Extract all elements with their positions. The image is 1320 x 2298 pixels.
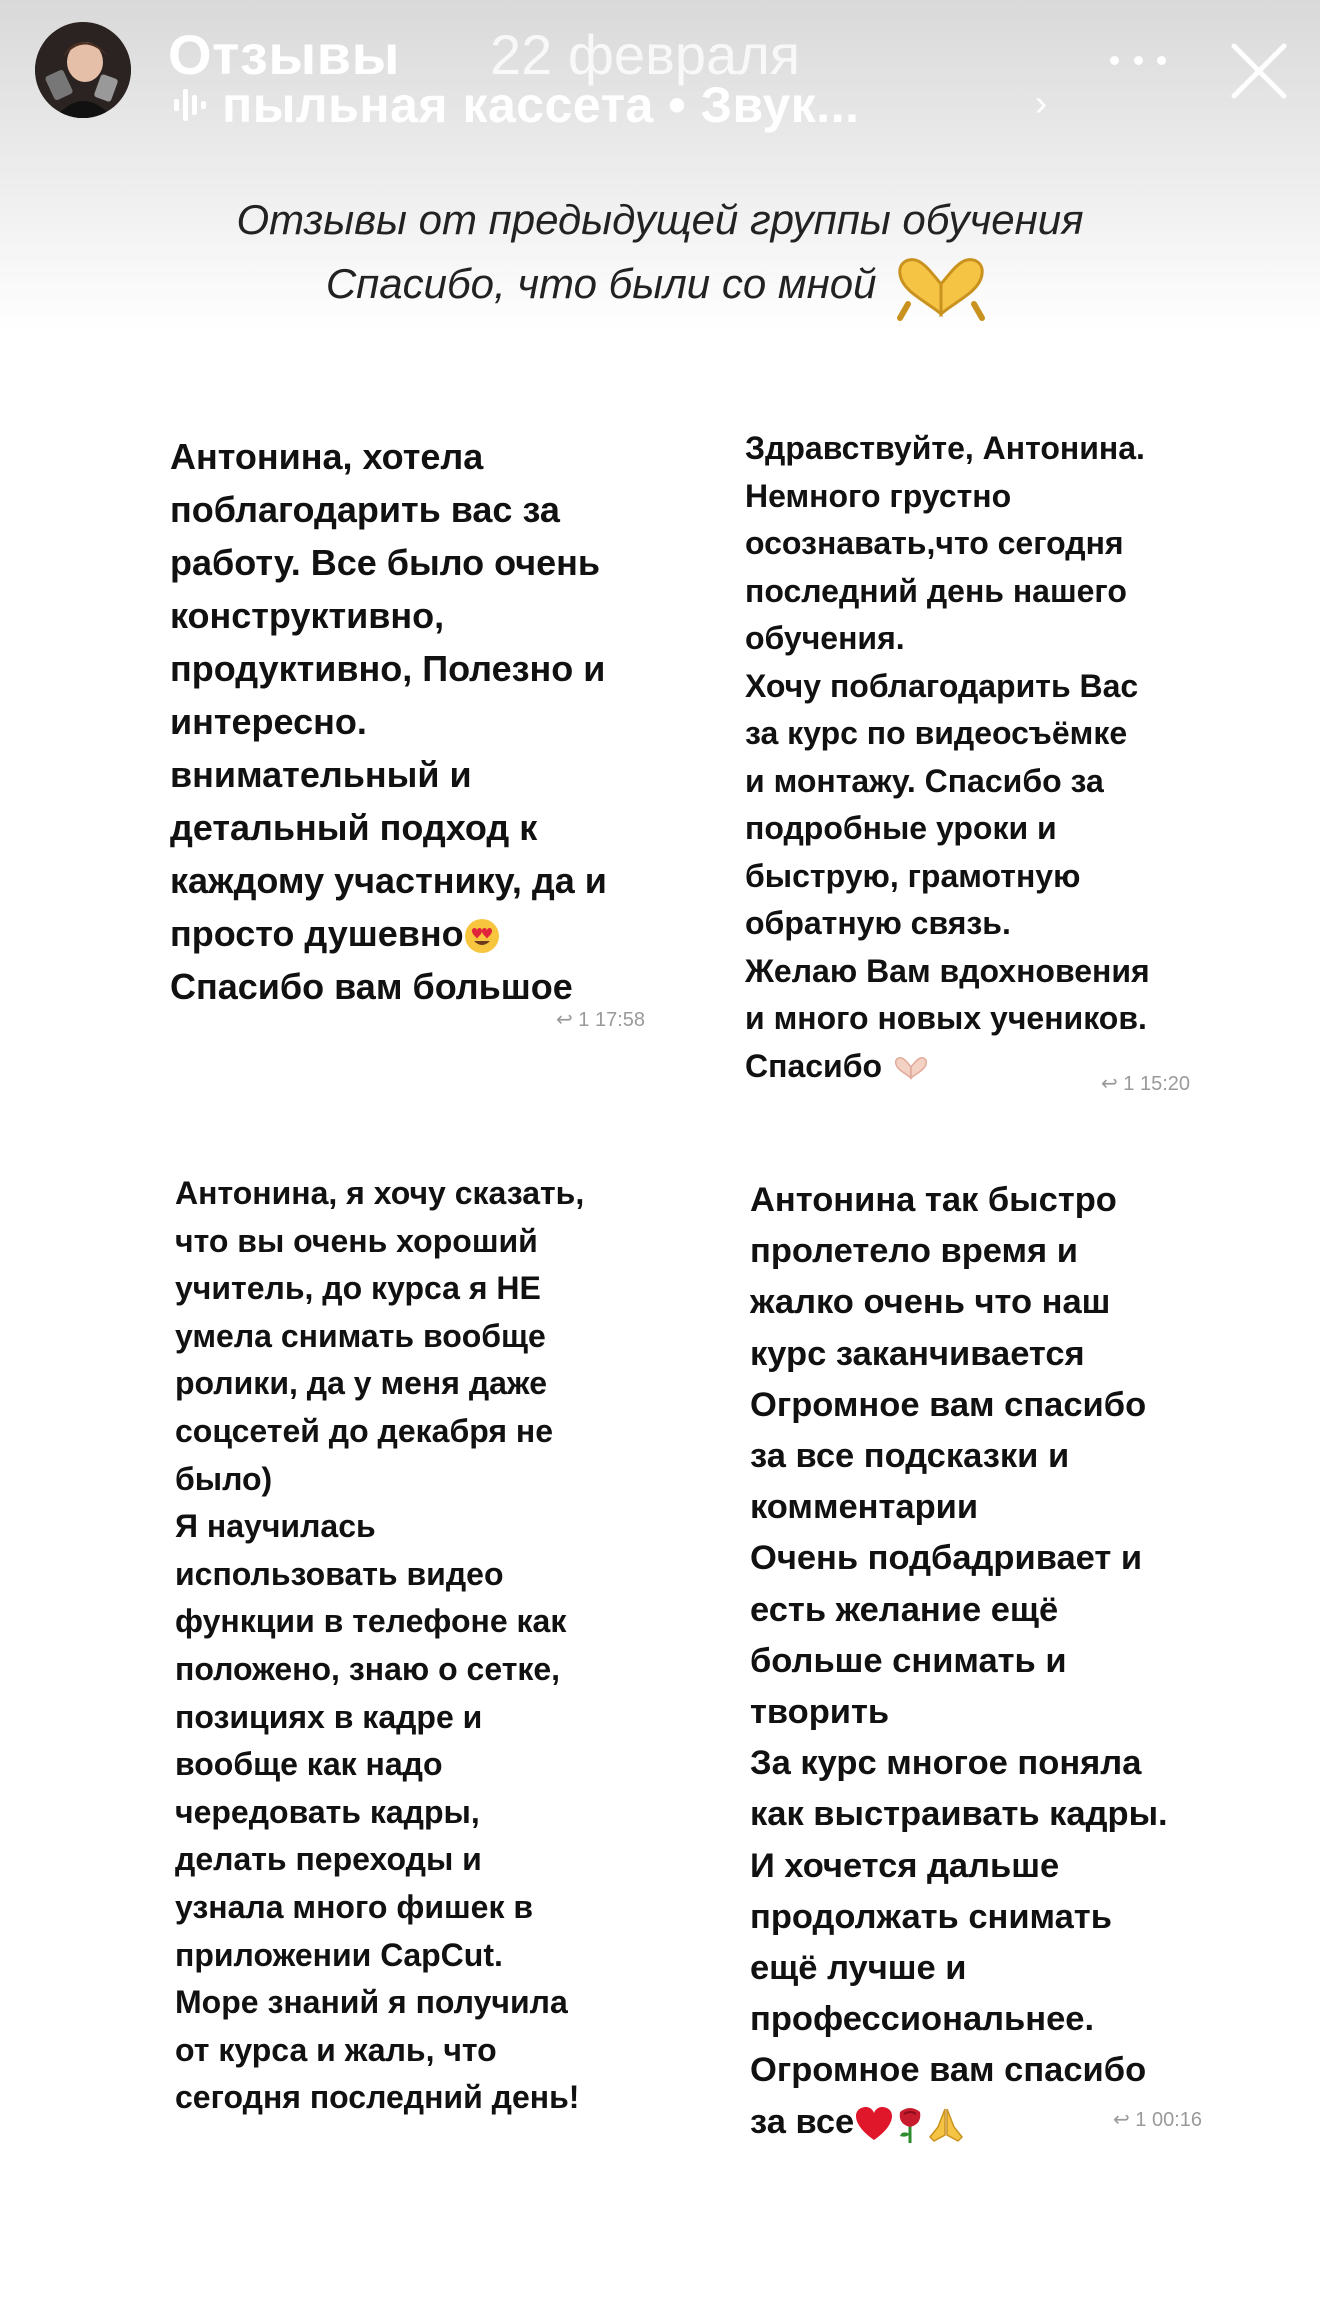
more-icon [1110,56,1119,65]
close-icon[interactable] [1228,40,1290,102]
review-4-text: Антонина так быстро пролетело время и жалко очень что наш курс заканчивается Огромное вам спасибо за все подсказки и комментарии Очень подбадривает и есть желание ещё больше снимать и творить За курс многое поняла как выстраивать кадры. И хочется дальше продолжать снимать ещё лучше и профессиональнее. Огромное вам спасибо [750,1181,1168,2090]
review-card-4 [740,1170,1210,2142]
sound-wave-icon [172,83,208,127]
review-2-text: Здравствуйте, Антонина. Немного грустно осознавать,что сегодня последний день нашего обучения. Хочу поблагодарить Вас за курс по видеосъёмке и монтажу. Спасибо за подробные уроки и быструю, грамотную обратную связь. Желаю Вам вдохновения и много новых учеников. [745,430,1150,1036]
review-1-ending: Спасибо вам большое [170,966,573,1007]
pray-icon [926,2105,966,2143]
review-2-meta: ↩ 1 15:20 [1100,1073,1190,1095]
heart-eyes-emoji-icon [464,918,500,954]
rose-icon [894,2104,926,2144]
avatar[interactable] [35,22,131,118]
review-2-ending: Спасибо [745,1047,883,1084]
review-4-ending: за все [750,2102,855,2141]
heart-icon [854,2106,894,2142]
review-3-text: Антонина, я хочу сказать, что вы очень хороший учитель, до курса я НЕ умела снимать вообще ролики, да у меня даже соцсетей до декабря не было) Я научилась использовать видео функции в телефоне как положено, знаю о сетке, позициях в кадре и вообще как надо чередовать кадры, делать переходы и узнала много фишек в приложении CapCut. Море знаний я получила от курса и жаль, что сегодня последний день! [175,1175,585,2116]
review-card-1 [160,420,650,1032]
review-1-meta: ↩ 1 17:58 [555,1009,645,1031]
heart-hands-icon [891,1055,931,1081]
chevron-right-icon[interactable]: › [1035,82,1047,123]
music-track-label: пыльная кассета • Звук... [222,77,860,133]
heart-hands-icon [888,252,994,322]
review-1-text: Антонина, хотела поблагодарить вас за работу. Все было очень конструктивно, продуктивно, Полезно и интересно. внимательный и детальный подход к каждому участнику, да и просто душевно [170,436,607,954]
story-date: 22 февраля [490,23,801,86]
review-4-meta: ↩ 1 00:16 [1112,2109,1202,2131]
caption-line-2: Спасибо, что были со мной [325,260,877,308]
story-title: Отзывы [168,23,400,86]
story-caption [0,188,1320,322]
caption-line-1: Отзывы от предыдущей группы обучения [236,196,1084,243]
review-card-2 [735,420,1190,1100]
more-button[interactable] [1110,45,1166,75]
music-track[interactable] [172,75,859,135]
review-card-3 [165,1165,635,2125]
